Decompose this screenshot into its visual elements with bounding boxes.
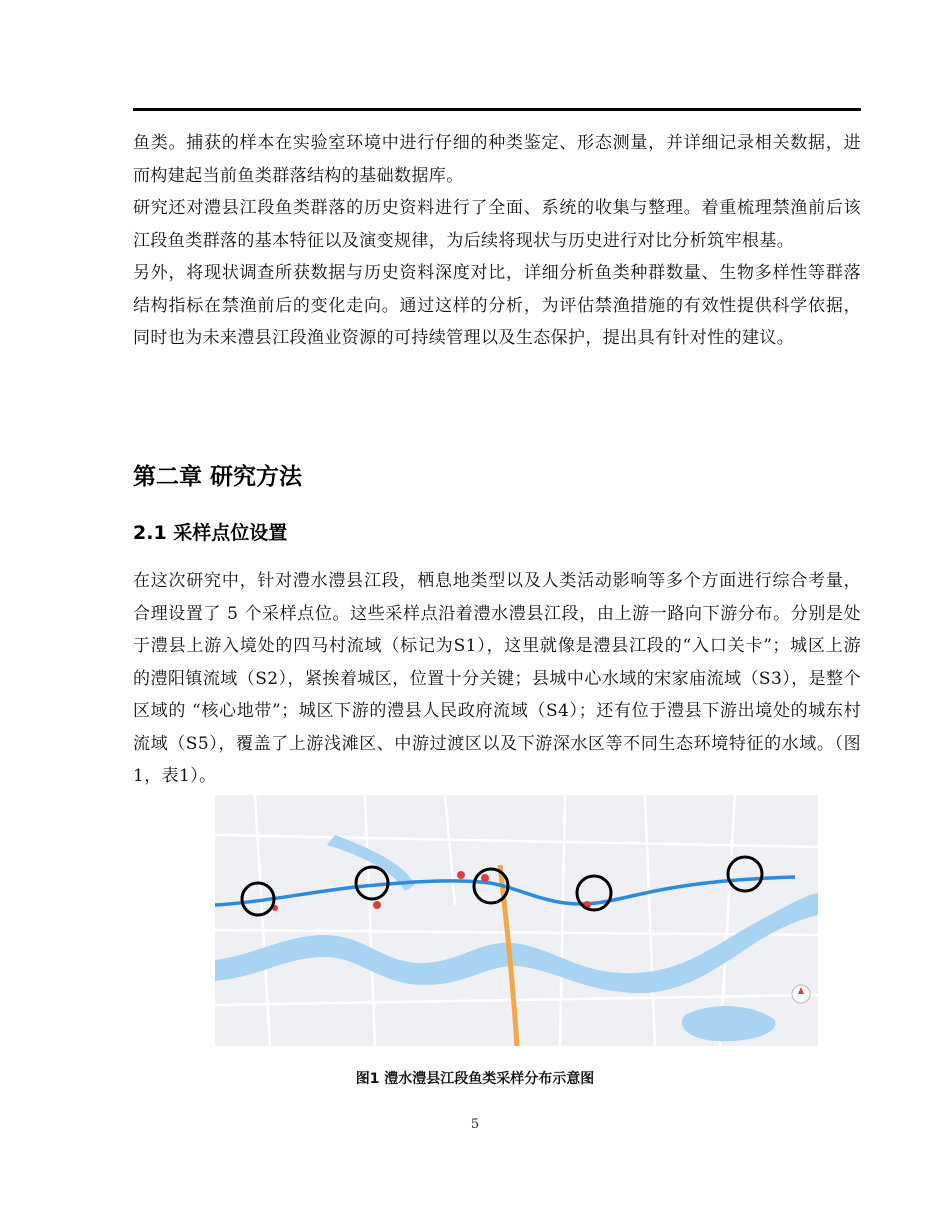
section-body xyxy=(133,565,861,793)
paragraph-1: 鱼类。捕获的样本在实验室环境中进行仔细的种类鉴定、形态测量，并详细记录相关数据，进而构建起当前鱼类群落结构的基础数据库。 xyxy=(133,133,861,186)
header-rule xyxy=(133,108,861,111)
chapter-title: 第二章 研究方法 xyxy=(133,464,303,490)
section-paragraph: 在这次研究中，针对澧水澧县江段，栖息地类型以及人类活动影响等多个方面进行综合考量，合理设置了 5 个采样点位。这些采样点沿着澧水澧县江段，由上游一路向下游分布。分别是处于澧县上游入境处的四马村流域（标记为S1），这里就像是澧县江段的“入口关卡”；城区上游的澧阳镇流域（S2），紧挨着城区，位置十分关键；县城中心水域的宋家庙流域（S3），是整个区域的 “核心地带”；城区下游的澧县人民政府流域（S4）；还有位于澧县下游出境处的城东村流域（S5），覆盖了上游浅滩区、中游过渡区以及下游深水区等不同生态环境特征的水域。（图1，表1）。 xyxy=(133,571,861,786)
intro-paragraphs xyxy=(133,127,861,355)
figure-caption: 图1 澧水澧县江段鱼类采样分布示意图 xyxy=(355,1071,595,1087)
paragraph-3: 另外，将现状调查所获数据与历史资料深度对比，详细分析鱼类种群数量、生物多样性等群落结构指标在禁渔前后的变化走向。通过这样的分析，为评估禁渔措施的有效性提供科学依据，同时也为未来澧县江段渔业资源的可持续管理以及生态保护，提出具有针对性的建议。 xyxy=(133,263,861,348)
section-title: 2.1 采样点位设置 xyxy=(133,522,288,544)
page-number: 5 xyxy=(470,1117,480,1132)
map-graphic xyxy=(215,795,818,1046)
paragraph-2: 研究还对澧县江段鱼类群落的历史资料进行了全面、系统的收集与整理。着重梳理禁渔前后该江段鱼类群落的基本特征以及演变规律，为后续将现状与历史进行对比分析筑牢根基。 xyxy=(133,198,861,251)
sampling-map-figure xyxy=(215,795,818,1046)
